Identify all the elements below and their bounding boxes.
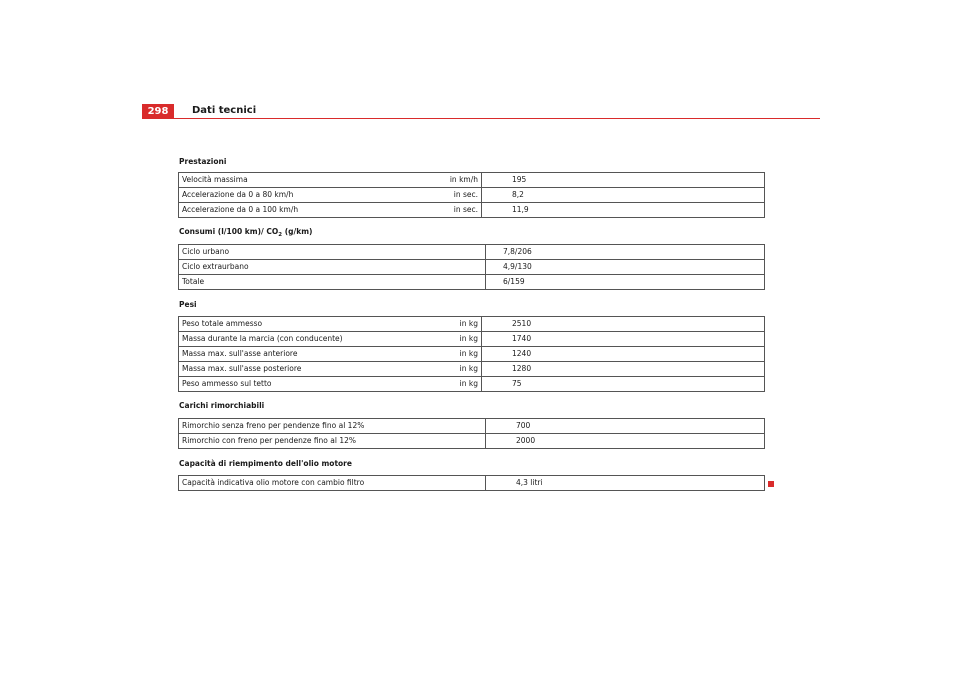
end-of-section-marker	[768, 481, 774, 487]
table-carichi	[178, 418, 765, 449]
row-unit: in kg	[395, 362, 482, 377]
table-pesi	[178, 316, 765, 392]
row-label: Rimorchio senza freno per pendenze fino al 12%	[179, 419, 486, 434]
table-consumi	[178, 244, 765, 290]
table-row	[179, 173, 765, 188]
table-prestazioni	[178, 172, 765, 218]
section-title-carichi: Carichi rimorchiabili	[179, 401, 265, 410]
row-unit: in kg	[395, 377, 482, 392]
row-unit: in kg	[395, 332, 482, 347]
table-row	[179, 245, 765, 260]
row-label: Massa max. sull'asse anteriore	[179, 347, 396, 362]
page-title: Dati tecnici	[192, 105, 257, 116]
section-title-olio: Capacità di riempimento dell'olio motore	[179, 459, 352, 468]
row-value: 2510	[482, 317, 765, 332]
row-value: 700	[486, 419, 765, 434]
row-value: 6/159	[486, 275, 765, 290]
row-value: 8,2	[482, 188, 765, 203]
row-value: 1280	[482, 362, 765, 377]
row-label: Accelerazione da 0 a 100 km/h	[179, 203, 396, 218]
page-number: 298	[142, 104, 174, 119]
row-label: Massa max. sull'asse posteriore	[179, 362, 396, 377]
table-row	[179, 347, 765, 362]
row-value: 7,8/206	[486, 245, 765, 260]
row-label: Massa durante la marcia (con conducente)	[179, 332, 396, 347]
row-value: 4,9/130	[486, 260, 765, 275]
title-prefix: Consumi (l/100 km)/ CO	[179, 227, 279, 236]
table-row	[179, 434, 765, 449]
row-label: Ciclo urbano	[179, 245, 486, 260]
table-row	[179, 275, 765, 290]
row-unit: in kg	[395, 317, 482, 332]
table-row	[179, 419, 765, 434]
row-unit: in sec.	[395, 188, 482, 203]
row-unit: in kg	[395, 347, 482, 362]
row-unit: in sec.	[395, 203, 482, 218]
title-suffix: (g/km)	[282, 227, 313, 236]
section-title-pesi: Pesi	[179, 300, 197, 309]
row-label: Ciclo extraurbano	[179, 260, 486, 275]
table-row	[179, 332, 765, 347]
row-label: Peso ammesso sul tetto	[179, 377, 396, 392]
section-title-consumi	[179, 227, 312, 238]
table-row	[179, 476, 765, 491]
row-label: Peso totale ammesso	[179, 317, 396, 332]
table-row	[179, 188, 765, 203]
row-value: 1740	[482, 332, 765, 347]
table-row	[179, 377, 765, 392]
row-value: 195	[482, 173, 765, 188]
row-value: 2000	[486, 434, 765, 449]
row-value: 75	[482, 377, 765, 392]
table-row	[179, 362, 765, 377]
row-value: 1240	[482, 347, 765, 362]
row-unit: in km/h	[395, 173, 482, 188]
row-value: 11,9	[482, 203, 765, 218]
row-label: Velocità massima	[179, 173, 396, 188]
section-title-prestazioni: Prestazioni	[179, 157, 227, 166]
title-subscript: 2	[278, 232, 283, 238]
table-row	[179, 203, 765, 218]
row-label: Totale	[179, 275, 486, 290]
row-label: Capacità indicativa olio motore con cambio filtro	[179, 476, 486, 491]
row-label: Accelerazione da 0 a 80 km/h	[179, 188, 396, 203]
table-olio	[178, 475, 765, 491]
row-label: Rimorchio con freno per pendenze fino al 12%	[179, 434, 486, 449]
row-value: 4,3 litri	[486, 476, 765, 491]
table-row	[179, 317, 765, 332]
table-row	[179, 260, 765, 275]
